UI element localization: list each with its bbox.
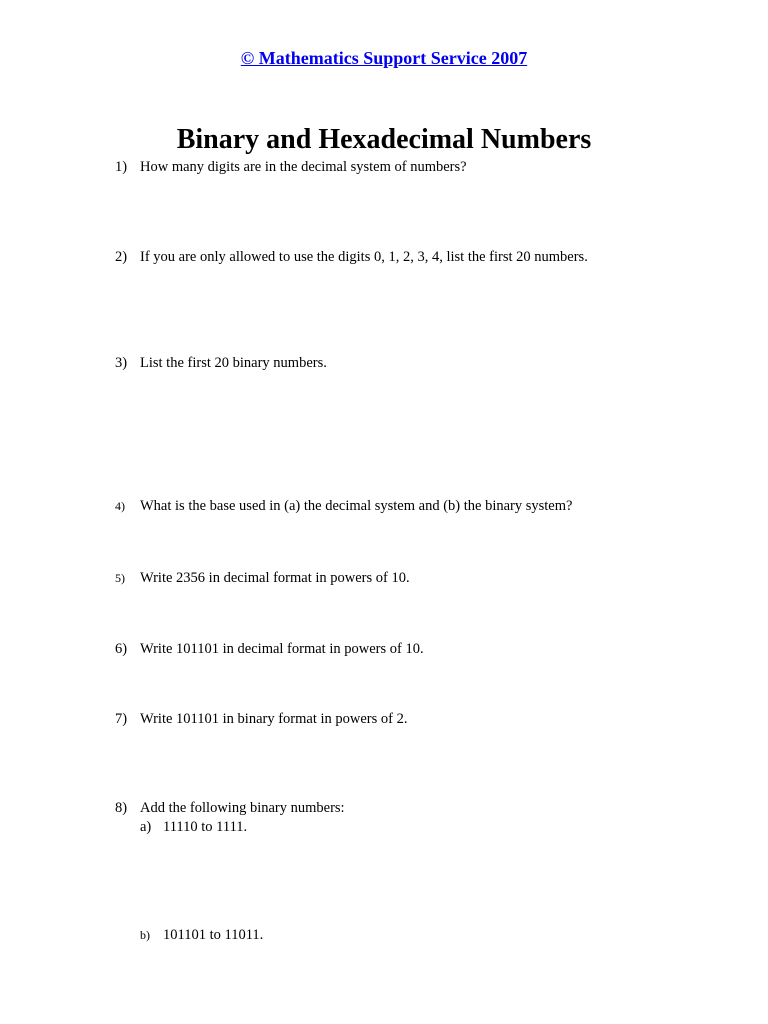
question-text: Write 101101 in binary format in powers of 2. xyxy=(140,711,408,727)
question-text: What is the base used in (a) the decimal system and (b) the binary system? xyxy=(140,498,573,514)
question-text: How many digits are in the decimal system of numbers? xyxy=(140,159,467,175)
question-text: If you are only allowed to use the digits 0, 1, 2, 3, 4, list the first 20 numbers. xyxy=(140,249,588,265)
subpart-a xyxy=(140,818,247,836)
question-1 xyxy=(115,158,467,176)
question-number: 6) xyxy=(115,641,128,657)
question-text: Write 101101 in decimal format in powers of 10. xyxy=(140,641,424,657)
subpart-text: 101101 to 11011. xyxy=(163,927,264,943)
question-number: 2) xyxy=(115,249,128,265)
question-text: Add the following binary numbers: xyxy=(140,800,345,816)
question-number: 1) xyxy=(115,159,128,175)
question-number: 7) xyxy=(115,711,128,727)
question-8 xyxy=(115,799,345,817)
subpart-number: a) xyxy=(140,819,152,835)
question-4 xyxy=(115,497,572,515)
question-6 xyxy=(115,640,424,658)
subpart-number: b) xyxy=(140,928,150,942)
subpart-text: 11110 to 1111. xyxy=(163,819,248,835)
question-3 xyxy=(115,354,327,372)
copyright-link[interactable]: © Mathematics Support Service 2007 xyxy=(240,48,528,68)
question-text: Write 2356 in decimal format in powers of 10. xyxy=(140,570,410,586)
question-number: 4) xyxy=(115,499,125,513)
page-title: Binary and Hexadecimal Numbers xyxy=(176,124,592,155)
subpart-b xyxy=(140,926,263,944)
question-5 xyxy=(115,569,410,587)
question-7 xyxy=(115,710,407,728)
question-number: 8) xyxy=(115,800,128,816)
question-text: List the first 20 binary numbers. xyxy=(140,355,327,371)
question-number: 3) xyxy=(115,355,128,371)
question-2 xyxy=(115,248,588,266)
question-number: 5) xyxy=(115,571,125,585)
